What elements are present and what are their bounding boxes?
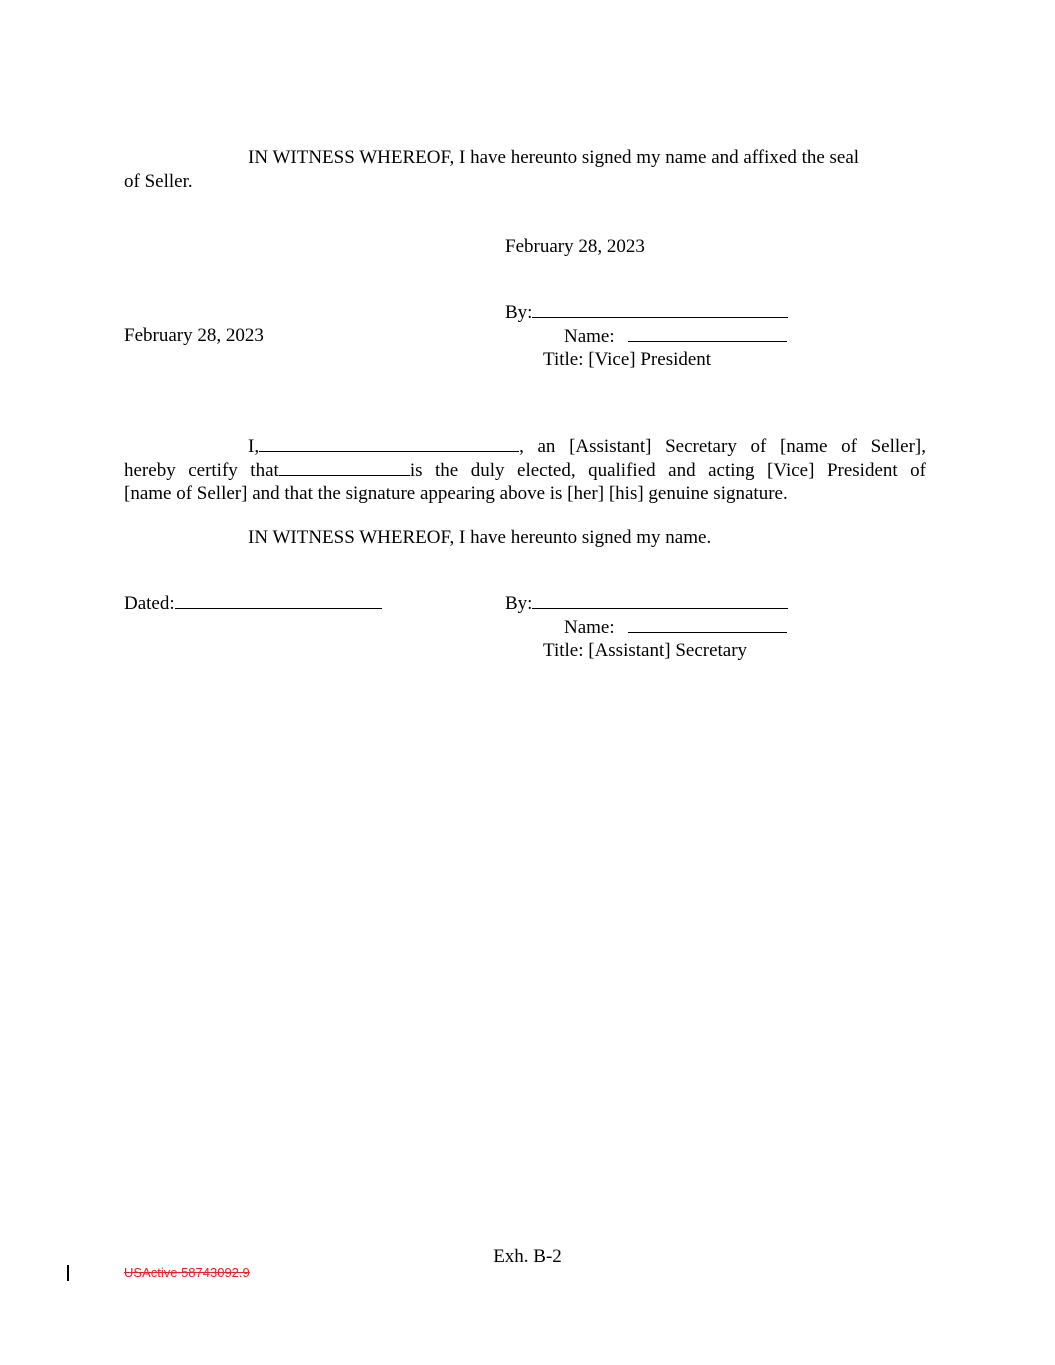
officer-name-blank [279,458,410,476]
signature-line [532,300,788,318]
witness-paragraph-line1: IN WITNESS WHEREOF, I have hereunto signed my name and affixed the seal [248,147,860,168]
dated-line [175,591,382,609]
witness-paragraph-line2: of Seller. [124,171,193,192]
page-number: Exh. B-2 [493,1246,562,1267]
president-signature-by [505,300,788,325]
secretary-title: Title: [Assistant] Secretary [543,640,748,661]
secretary-witness: IN WITNESS WHEREOF, I have hereunto signed my name. [248,527,712,548]
name-label: Name: [564,617,615,638]
certification-line1-rest: , an [Assistant] Secretary of [name of Seller], [519,436,926,457]
signature-line [532,591,788,609]
change-bar [67,1265,69,1281]
dated-field [124,591,382,616]
by-label: By: [505,593,533,614]
name-label: Name: [564,326,615,347]
secretary-signature-by [505,591,788,616]
signature-date: February 28, 2023 [505,236,645,257]
i-prefix: I, [248,436,260,457]
certification-line2 [124,458,926,483]
left-date: February 28, 2023 [124,325,264,346]
president-name-field [564,324,787,349]
by-label: By: [505,302,533,323]
certification-line3: [name of Seller] and that the signature appearing above is [her] [his] genuine signature. [124,483,788,504]
name-line [628,615,787,633]
secretary-name-blank [259,434,519,452]
name-line [628,324,787,342]
president-title: Title: [Vice] President [543,349,712,370]
certify-that: hereby certify that [124,460,279,481]
document-id: USActive 58743092.9 [124,1265,250,1280]
certification-line1 [248,434,926,459]
secretary-name-field [564,615,787,640]
certification-line2-rest: is the duly elected, qualified and acting [Vice] President of [409,460,927,481]
dated-label: Dated: [124,593,175,614]
